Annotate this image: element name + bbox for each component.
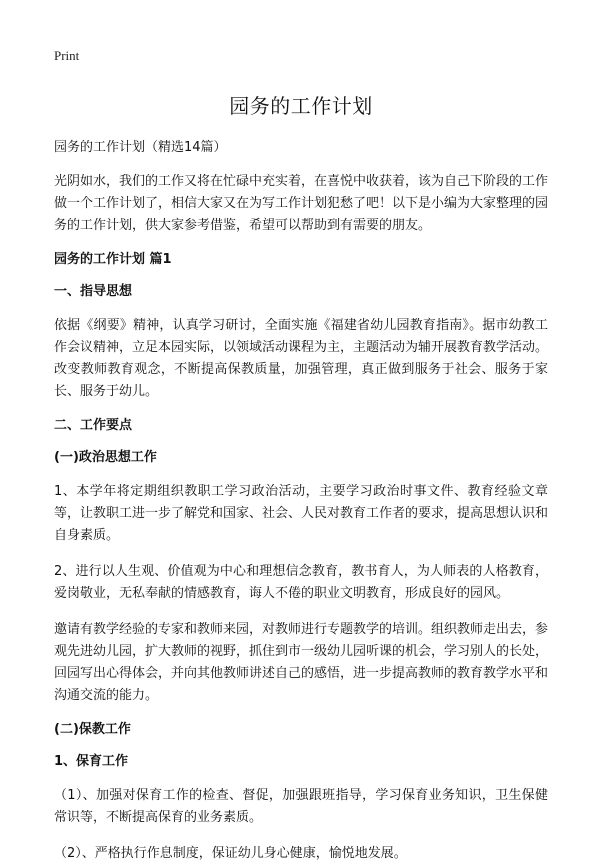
page-title: 园务的工作计划: [229, 94, 373, 118]
paragraph-political-1: 1、本学年将定期组织教职工学习政治活动，主要学习政治时事文件、教育经验文章等，让教职工进一步了解党和国家、社会、人民对教育工作者的要求，提高思想认识和自身素质。: [54, 484, 549, 543]
print-link[interactable]: Print: [54, 48, 80, 63]
heading-care-education: (二)保教工作: [54, 722, 131, 737]
section-title: 园务的工作计划 篇1: [54, 252, 172, 267]
paragraph-political-2: 2、进行以人生观、价值观为中心和理想信念教育，教书育人，为人师表的人格教育，爱岗敬业，无私奉献的情感教育，诲人不倦的职业文明教育，形成良好的园风。: [54, 564, 548, 601]
document-subtitle: 园务的工作计划（精选14篇）: [54, 140, 227, 155]
paragraph-training: 邀请有教学经验的专家和教师来园，对教师进行专题教学的培训。组织教师走出去，参观先进幼儿园，扩大教师的视野，抓住到市一级幼儿园听课的机会，学习别人的长处，回园写出心得体会，并向其他教师讲述自己的感悟，进一步提高教师的教育教学水平和沟通交流的能力。: [54, 622, 549, 703]
intro-paragraph: 光阴如水，我们的工作又将在忙碌中充实着，在喜悦中收获着，该为自己下阶段的工作做一个工作计划了，相信大家又在为写工作计划犯愁了吧！以下是小编为大家整理的园务的工作计划，供大家参考借鉴，希望可以帮助到有需要的朋友。: [54, 174, 549, 233]
paragraph-care-1: （1）、加强对保育工作的检查、督促，加强跟班指导，学习保育业务知识，卫生保健常识等，不断提高保育的业务素质。: [54, 788, 548, 825]
heading-work-points: 二、工作要点: [54, 418, 133, 433]
paragraph-care-2: （2）、严格执行作息制度，保证幼儿身心健康，愉悦地发展。: [54, 846, 407, 861]
heading-guiding-ideology: 一、指导思想: [54, 284, 133, 299]
heading-care-work: 1、保育工作: [54, 754, 129, 769]
heading-political-work: (一)政治思想工作: [54, 450, 157, 465]
paragraph-guiding-ideology: 依据《纲要》精神，认真学习研讨，全面实施《福建省幼儿园教育指南》。据市幼教工作会议精神，立足本园实际，以领域活动课程为主，主题活动为辅开展教育教学活动。改变教师教育观念，不断提高保教质量，加强管理，真正做到服务于社会、服务于家长、服务于幼儿。: [54, 318, 549, 399]
